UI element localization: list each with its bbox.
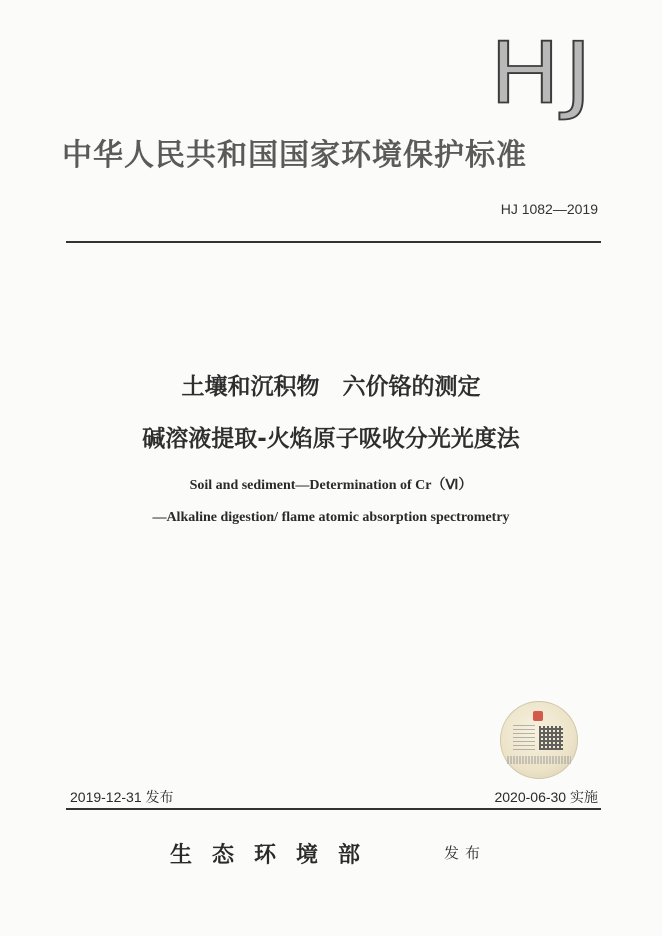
hj-logo: HJ [489,25,596,124]
bottom-divider [66,808,601,810]
anti-counterfeit-seal-icon [500,701,578,779]
chinese-title-line-2: 碱溶液提取-火焰原子吸收分光光度法 [142,426,520,452]
implementation-date: 2020-06-30 实施 [494,789,598,805]
organization-title: 中华人民共和国国家环境保护标准 [62,138,527,173]
qr-code-icon [539,726,563,750]
publisher-name: 生态环境部 [170,842,381,868]
seal-footer-text [507,756,571,764]
top-divider [66,241,601,243]
chinese-title-line-1: 土壤和沉积物 六价铬的测定 [181,374,481,400]
seal-emblem-icon [533,711,543,721]
issue-date: 2019-12-31 发布 [70,789,174,805]
seal-text-block [513,724,535,750]
publish-label: 发布 [444,844,487,862]
standard-number: HJ 1082—2019 [500,201,598,217]
english-title-line-1: Soil and sediment—Determination of Cr（Ⅵ） [189,478,473,493]
english-title-line-2: —Alkaline digestion/ flame atomic absorption spectrometry [152,510,510,525]
